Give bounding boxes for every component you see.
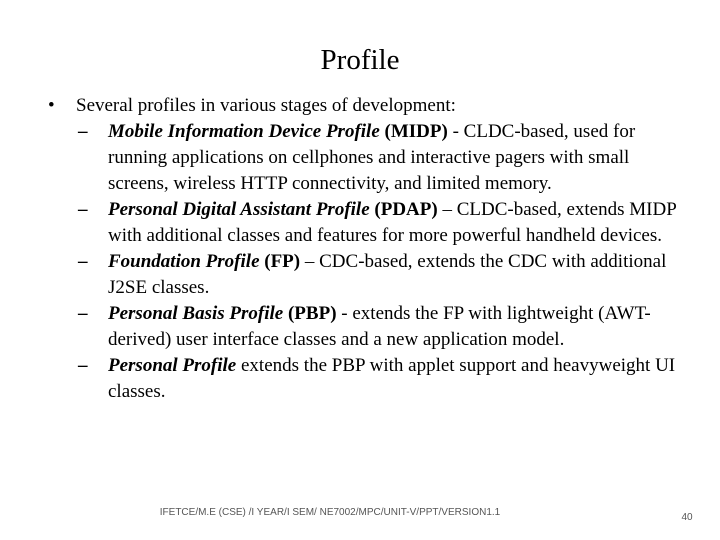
profile-abbr: (FP) bbox=[264, 251, 301, 272]
profile-name: Personal Profile bbox=[108, 355, 237, 376]
profile-name: Personal Digital Assistant Profile bbox=[108, 199, 370, 220]
profile-abbr: (PBP) bbox=[287, 303, 337, 324]
intro-text: Several profiles in various stages of development: bbox=[76, 95, 456, 116]
dash-icon: – bbox=[78, 251, 88, 272]
profile-description: – CDC-based, extends the CDC with additional J2SE classes. bbox=[108, 251, 667, 298]
dash-icon: – bbox=[78, 355, 88, 376]
dash-icon: – bbox=[78, 121, 88, 142]
profile-item-midp bbox=[78, 119, 678, 197]
profile-description: extends the PBP with applet support and heavyweight UI classes. bbox=[108, 355, 676, 402]
dash-icon: – bbox=[78, 199, 88, 220]
profile-description: - extends the FP with lightweight (AWT-derived) user interface classes and a new application model. bbox=[108, 303, 651, 350]
profile-description: – CLDC-based, extends MIDP with additional classes and features for more powerful handheld devices. bbox=[108, 199, 677, 246]
profile-list bbox=[0, 119, 720, 405]
bullet-icon: • bbox=[48, 95, 55, 116]
profile-name: Personal Basis Profile bbox=[108, 303, 284, 324]
dash-icon: – bbox=[78, 303, 88, 324]
slide-body bbox=[0, 93, 720, 405]
slide-footer: IFETCE/M.E (CSE) /I YEAR/I SEM/ NE7002/MPC/UNIT-V/PPT/VERSION1.1 bbox=[159, 507, 501, 518]
page-number: 40 bbox=[681, 512, 693, 523]
profile-item-pp bbox=[78, 353, 678, 405]
profile-name: Foundation Profile bbox=[108, 251, 260, 272]
profile-item-pdap bbox=[78, 197, 678, 249]
profile-description: - CLDC-based, used for running applications on cellphones and interactive pagers with small screens, wireless HTTP connectivity, and limited memory. bbox=[108, 121, 636, 194]
profile-item-pbp bbox=[78, 301, 678, 353]
bullet-item-intro bbox=[48, 93, 676, 119]
profile-name: Mobile Information Device Profile bbox=[108, 121, 380, 142]
profile-abbr: (MIDP) bbox=[384, 121, 448, 142]
profile-abbr: (PDAP) bbox=[374, 199, 438, 220]
slide-title: Profile bbox=[320, 44, 400, 76]
profile-item-fp bbox=[78, 249, 678, 301]
